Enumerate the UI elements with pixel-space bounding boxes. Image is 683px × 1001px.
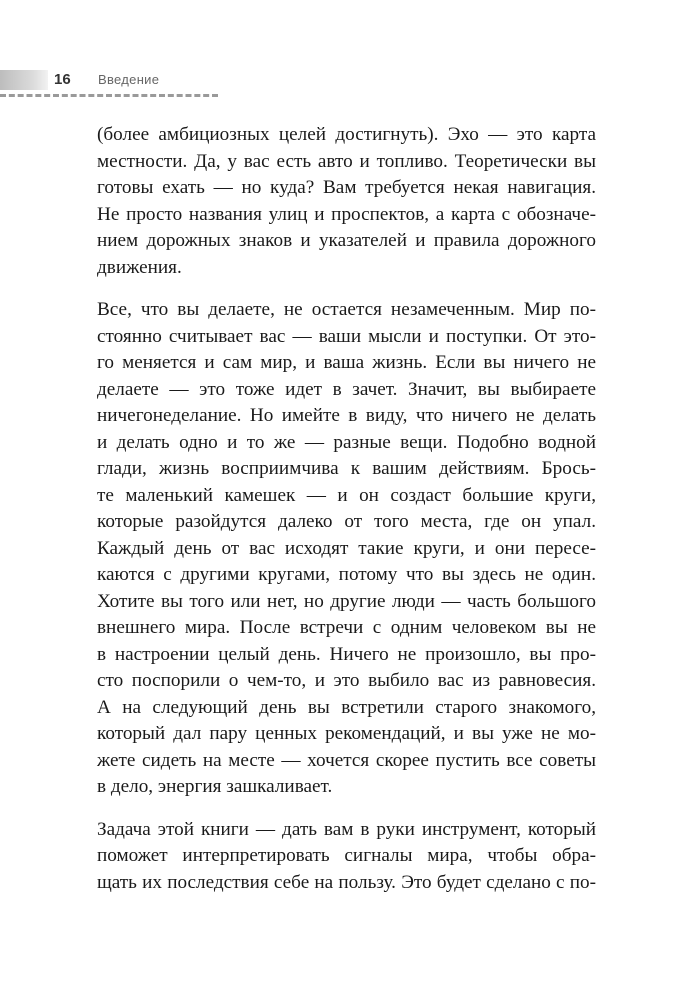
text-line: А на следующий день вы встретили старого знакомого, xyxy=(97,696,596,718)
text-line: поможет интерпретировать сигналы мира, чтобы обра- xyxy=(97,845,596,866)
text-line: Задача этой книги — дать вам в руки инструмент, который xyxy=(97,818,596,840)
text-line: которые разойдутся далеко от того места, где он упал. xyxy=(97,511,596,532)
text-line: Все, что вы делаете, не остается незамеченным. Мир по- xyxy=(97,299,596,320)
text-line: щать их последствия себе на пользу. Это будет сделано с по- xyxy=(97,871,596,893)
paragraph-3 xyxy=(97,817,596,897)
text-line: и делать одно и то же — разные вещи. Подобно водной xyxy=(97,431,596,453)
text-line: Хотите вы того или нет, но другие люди — часть большого xyxy=(97,590,596,612)
header-gradient-bar xyxy=(0,70,48,90)
text-line: нием дорожных знаков и указателей и правила дорожного xyxy=(97,230,596,251)
text-line: стоянно считывает вас — ваши мысли и поступки. От это- xyxy=(97,325,596,347)
text-line: (более амбициозных целей достигнуть). Эхо — это карта xyxy=(97,124,596,145)
text-line: местности. Да, у вас есть авто и топливо. Теоретически вы xyxy=(97,150,596,172)
text-line: внешнего мира. После встречи с одним человеком вы не xyxy=(97,617,596,638)
text-line: Каждый день от вас исходят такие круги, и они пересе- xyxy=(97,537,596,559)
section-title: Введение xyxy=(98,72,160,87)
text-line: готовы ехать — но куда? Вам требуется некая навигация. xyxy=(97,177,596,198)
paragraph-2 xyxy=(97,297,596,801)
text-line: который дал пару ценных рекомендаций, и вы уже не мо- xyxy=(97,723,596,744)
text-line: каются с другими кругами, потому что вы здесь не один. xyxy=(97,564,596,585)
text-line: го меняется и сам мир, и ваша жизнь. Если вы ничего не xyxy=(97,352,596,373)
text-line: сто поспорили о чем-то, и это выбило вас из равновесия. xyxy=(97,670,596,691)
text-line: ничегонеделание. Но имейте в виду, что ничего не делать xyxy=(97,405,596,426)
body-text xyxy=(97,122,596,912)
header-dashed-rule xyxy=(0,94,218,97)
text-line: Не просто названия улиц и проспектов, а карта с обозначе- xyxy=(97,203,596,225)
page-number: 16 xyxy=(54,71,71,88)
text-line: в настроении целый день. Ничего не произошло, вы про- xyxy=(97,643,596,665)
paragraph-1 xyxy=(97,122,596,281)
text-line: жете сидеть на месте — хочется скорее пустить все советы xyxy=(97,749,596,771)
running-header xyxy=(0,62,240,102)
text-line: те маленький камешек — и он создаст большие круги, xyxy=(97,484,596,506)
text-line: в дело, энергия зашкаливает. xyxy=(97,776,333,797)
text-line: движения. xyxy=(97,256,182,278)
text-line: глади, жизнь восприимчива к вашим действиям. Брось- xyxy=(97,458,596,479)
text-line: делаете — это тоже идет в зачет. Значит, вы выбираете xyxy=(97,378,596,400)
